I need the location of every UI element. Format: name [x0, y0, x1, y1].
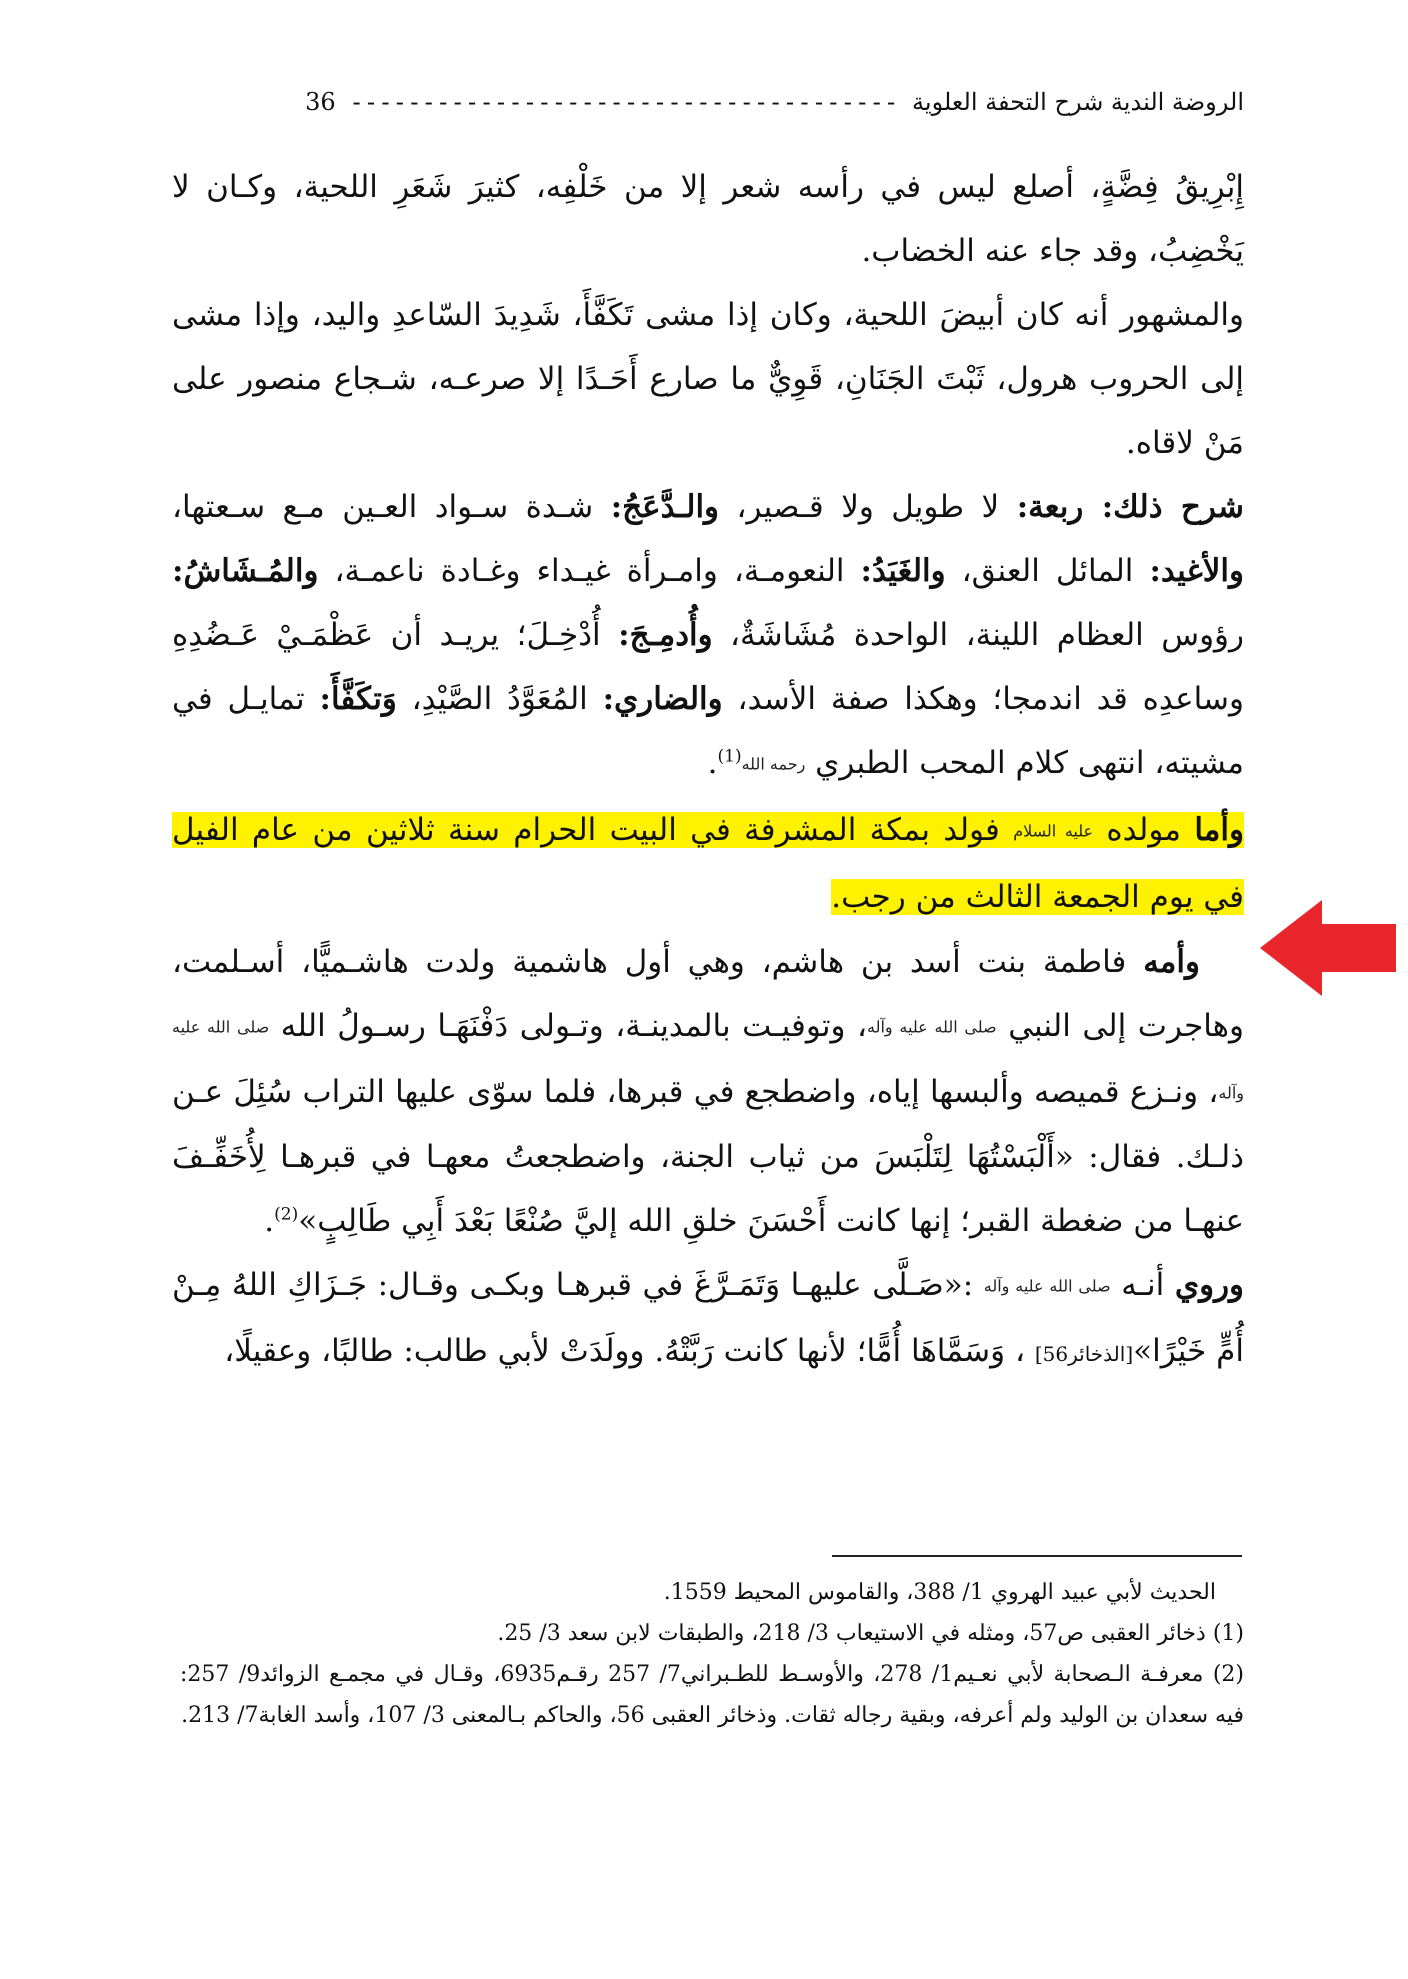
paragraph-lead-word: وأما — [1194, 811, 1244, 848]
paragraph-text: ، وَسَمَّاهَا أُمًّا؛ لأنها كانت رَبَّتْهُ. وولَدَتْ لأبي طالب: طالبًا، وعقيلًا، — [224, 1332, 1035, 1369]
paragraph-text: فولد بمكة المشرفة في البيت الحرام سنة ثلاثين من عام الفيل في يوم الجمعة الثالث من رجب. — [172, 811, 1244, 915]
running-header — [204, 82, 1244, 122]
footnote-2: (2) معرفـة الـصحابة لأبي نعـيم1/ 278، والأوسـط للطـبراني7/ 257 رقـم6935، وقـال في مجمـع الزوائد9/ 257: فيه سعدان بن الوليد ولم أعرفه، وبقية رجاله ثقات. وذخائر العقبى 56، والحاكم بـالمعنى 3/ 107، وأسد الغابة7/ 213. — [180, 1662, 1245, 1728]
paragraph-narration — [172, 1253, 1244, 1386]
footnotes — [180, 1572, 1244, 1736]
footnote-continuation: الحديث لأبي عبيد الهروي 1/ 388، والقاموس المحيط 1559. — [663, 1580, 1216, 1605]
paragraph-description — [172, 155, 1244, 283]
main-text — [172, 155, 1244, 1386]
footnote-marker-1: (1) — [717, 746, 742, 767]
gloss-term: والضاري: — [602, 681, 723, 717]
paragraph-text: ، ونـزع قميصه وألبسها إياه، واضطجع في قبرها، فلما سوّى عليها التراب سُئِلَ عـن ذلـك. فقال: «أَلْبَسْتُهَا لِتَلْبَسَ من ثياب الجنة، واضطجعتُ معهـا في قبرهـا لِأُخَفِّـفَ عنهـا من ضغطة القبر؛ إنها كانت أَحْسَنَ خلقِ الله إليَّ صُنْعًا بَعْدَ أَبِي طَالِبٍ» — [172, 1073, 1244, 1239]
page-number: 36 — [305, 88, 336, 116]
gloss-text: أُدْخِـلَ؛ يريـد أن عَظْمَـيْ عَـضُدِهِ وساعدِه قد اندمجا؛ وهكذا صفة الأسد، — [172, 617, 1244, 717]
paragraph-lead-word: وأمه — [1143, 944, 1200, 980]
honorific-rahimahullah-icon: رحمه الله — [741, 754, 806, 774]
gloss-text: المائل العنق، — [945, 553, 1150, 589]
gloss-term: والمُـشَاشُ: — [172, 553, 319, 589]
paragraph-text: مولده — [1093, 811, 1195, 848]
paragraph-birth-highlighted — [172, 797, 1244, 931]
honorific-alayhi-salam-icon: عليه السلام — [1013, 821, 1094, 840]
paragraph-text: فاطمة بنت أسد بن هاشم، وهي أول هاشمية ولدت هاشـميًّا، أسـلمت، وهاجرت إلى النبي — [172, 944, 1245, 1044]
gloss-term: وَتكَفَّأَ: — [319, 681, 397, 717]
paragraph-lead-word: وروي — [1174, 1267, 1245, 1303]
gloss-term: والـدَّعَجُ: — [610, 489, 720, 525]
gloss-text: رؤوس العظام اللينة، الواحدة مُشَاشَةٌ، — [712, 617, 1244, 653]
paragraph-text: والمشهور أنه كان أبيضَ اللحية، وكان إذا مشى تَكَفَّأَ، شَدِيدَ السّاعدِ واليد، وإذا مشى إلى الحروب هرول، ثَبْتَ الجَنَانِ، قَوِيٌّ ما صارع أَحَـدًا إلا صرعـه، شـجاع منصور على مَنْ لاقاه. — [172, 297, 1244, 461]
punctuation: . — [264, 1203, 275, 1239]
footnote-1: (1) ذخائر العقبى ص57، ومثله في الاستيعاب 3/ 218، والطبقات لابن سعد 3/ 25. — [497, 1621, 1244, 1646]
glossary-heading: شرح ذلك: ربعة: — [1016, 489, 1245, 525]
gloss-text: شـدة سـواد العـين مـع سـعتها، — [172, 489, 611, 525]
honorific-salawat-icon: صلى الله عليه وآله — [983, 1276, 1111, 1296]
gloss-text: النعومـة، وامـرأة غيـداء وغـادة ناعمـة، — [318, 553, 861, 589]
header-dashes: -------------------------------------- — [349, 88, 899, 116]
gloss-term: والغَيَدُ: — [860, 553, 946, 589]
paragraph-text: ، وتوفيـت بالمدينـة، وتـولى دَفْنَهَـا رسـولُ الله — [269, 1008, 868, 1044]
inline-reference: [الذخائر56] — [1034, 1341, 1134, 1366]
paragraph-glossary — [172, 475, 1244, 797]
gloss-text: تمايـل في مشيته، انتهى كلام المحب الطبري — [172, 681, 1244, 781]
honorific-salawat-icon: صلى الله عليه وآله — [172, 1017, 1244, 1102]
footnote-divider — [832, 1555, 1242, 1557]
paragraph-appearance — [172, 283, 1244, 475]
paragraph-text: إِبْرِيقُ فِضَّةٍ، أصلع ليس في رأسه شعر إلا من خَلْفِه، كثيرَ شَعَرِ اللحية، وكـان لا يَخْضِبُ، وقد جاء عنه الخضاب. — [172, 169, 1244, 269]
red-arrow-icon — [1256, 897, 1400, 999]
footnote-marker-2: (2) — [274, 1204, 299, 1225]
paragraph-text: أنـه — [1110, 1267, 1175, 1303]
punctuation: . — [707, 745, 718, 781]
gloss-text: لا طويل ولا قـصير، — [719, 489, 1017, 525]
paragraph-mother — [172, 930, 1244, 1253]
honorific-salawat-icon: صلى الله عليه وآله — [867, 1017, 997, 1037]
book-title: الروضة الندية شرح التحفة العلوية — [912, 88, 1244, 116]
gloss-term: وأُدمِـجَ: — [618, 617, 713, 653]
gloss-term: والأغيد: — [1149, 553, 1244, 589]
paragraph-text: :«صَـلَّى عليهـا وَتَمَـرَّغَ في قبرهـا وبكـى وقـال: جَـزَاكِ اللهُ مِـنْ أُمٍّ خَيْرًا» — [172, 1267, 1244, 1369]
highlighted-text — [172, 812, 1244, 916]
gloss-text: المُعَوَّدُ الصَّيْدِ، — [396, 681, 603, 717]
